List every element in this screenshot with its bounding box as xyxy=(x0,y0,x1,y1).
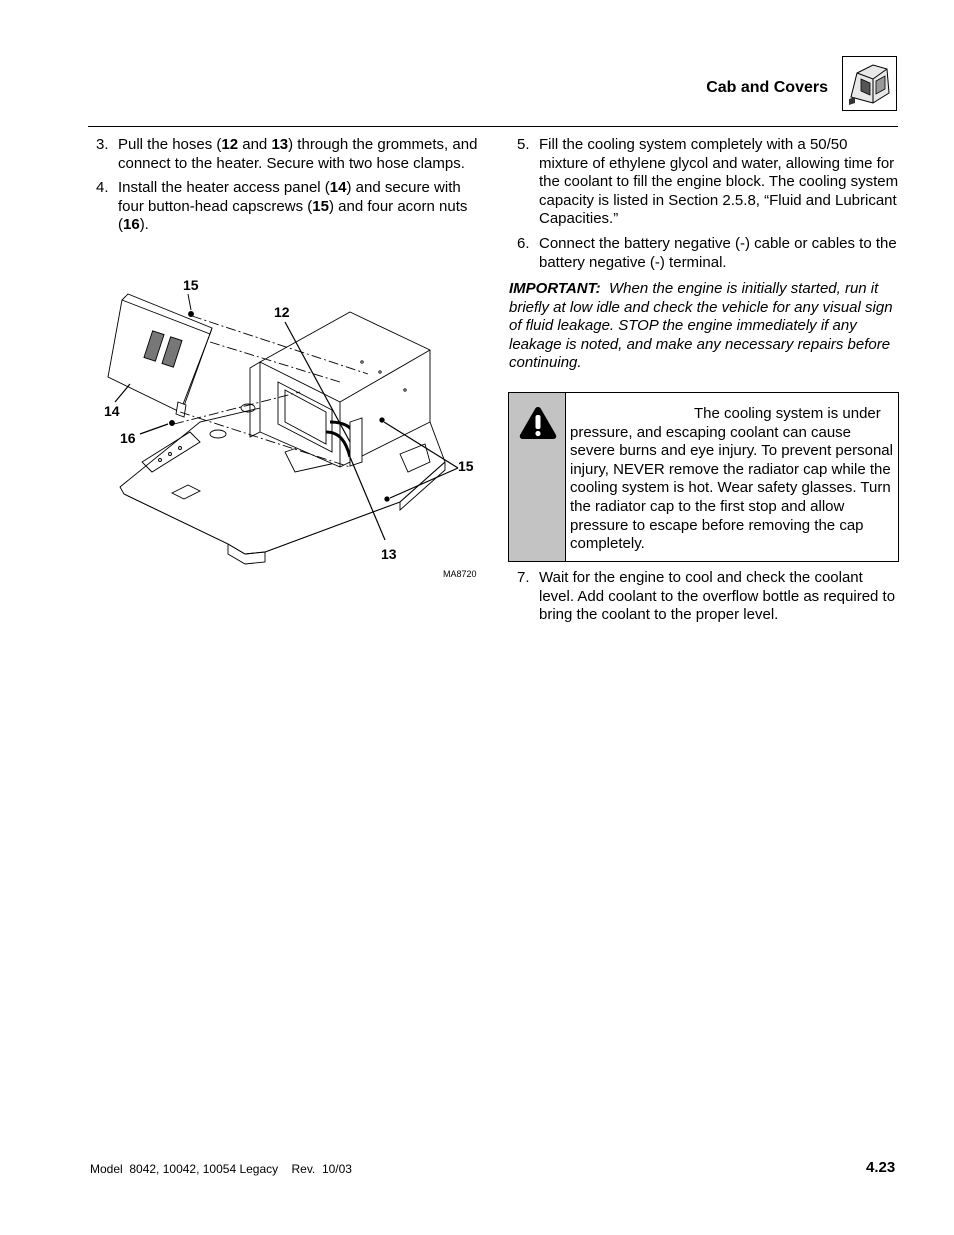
step-text: Wait for the engine to cool and check the coolant level. Add coolant to the overflow bottle as required to bring the coolant to the proper level. xyxy=(539,569,896,624)
step-5 xyxy=(509,136,899,229)
right-steps xyxy=(509,136,899,272)
step-number: 3. xyxy=(96,136,109,153)
callout-15-right: 15 xyxy=(458,458,474,474)
important-text: When the engine is initially started, run it briefly at low idle and check the vehicle for any visual sign of fluid leakage. STOP the engine immediately if any leakage is noted, and make any necessary repairs before continuing. xyxy=(509,280,893,372)
cab-illustration-icon xyxy=(842,56,897,111)
footer-model: Model 8042, 10042, 10054 Legacy Rev. 10/03 xyxy=(90,1162,352,1176)
callout-13: 13 xyxy=(381,546,397,562)
section-title: Cab and Covers xyxy=(706,79,828,96)
warning-triangle-icon xyxy=(518,405,558,441)
page-number: 4.23 xyxy=(866,1159,896,1176)
step-text: Pull the hoses (12 and 13) through the grommets, and connect to the heater. Secure with two hose clamps. xyxy=(118,136,478,172)
warning-text: The cooling system is under pressure, and escaping coolant can cause severe burns and eye injury. To prevent personal injury, NEVER remove the radiator cap while the cooling system is hot. Wear safety glasses. Turn the radiator cap to the first stop and allow pressure to escape before removing the cap completely. xyxy=(570,405,893,553)
warning-sidebar xyxy=(509,393,566,561)
callout-16: 16 xyxy=(120,430,136,446)
exploded-diagram xyxy=(100,272,480,582)
step-text: Fill the cooling system completely with a 50/50 mixture of ethylene glycol and water, allowing time for the coolant to fill the engine block. The cooling system capacity is listed in Section 2.5.8, “Fluid and Lubricant Capacities.” xyxy=(539,136,899,228)
step-number: 5. xyxy=(517,136,530,153)
step-text: Connect the battery negative (-) cable or cables to the battery negative (-) terminal. xyxy=(539,234,897,271)
callout-12: 12 xyxy=(274,304,290,320)
warning-box xyxy=(508,392,899,562)
step-6 xyxy=(509,235,899,272)
callout-14: 14 xyxy=(104,403,120,419)
step-number: 4. xyxy=(96,179,109,197)
header-rule xyxy=(88,126,898,127)
step-7-block xyxy=(509,569,899,631)
step-7 xyxy=(509,569,899,625)
step-7-list xyxy=(509,569,899,625)
step-3 xyxy=(88,136,483,173)
step-number: 6. xyxy=(517,234,530,252)
step-number: 7. xyxy=(517,569,530,586)
step-text: Install the heater access panel (14) and secure with four button-head capscrews (15) and four acorn nuts (16). xyxy=(118,179,468,234)
left-column xyxy=(88,136,483,241)
step-4 xyxy=(88,179,483,235)
heater-panel-figure xyxy=(100,272,480,582)
figure-code: MA8720 xyxy=(443,569,477,579)
important-note xyxy=(509,280,899,373)
important-label: IMPORTANT: xyxy=(509,280,601,297)
callout-15-top: 15 xyxy=(183,277,199,293)
left-steps xyxy=(88,136,483,235)
right-column xyxy=(509,136,899,278)
